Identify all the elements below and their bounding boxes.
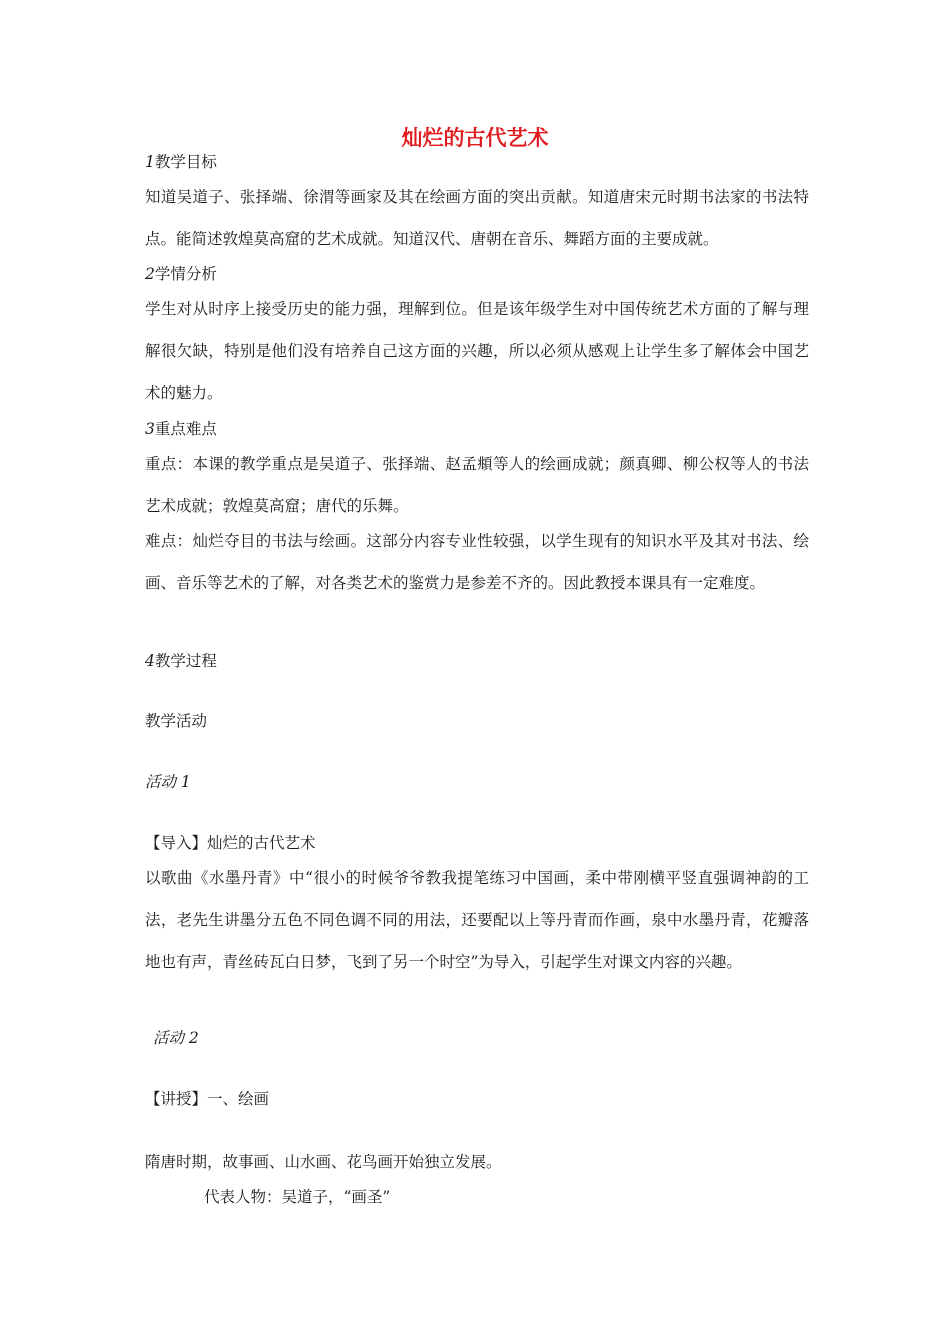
section-number: 2 [145, 265, 155, 283]
paragraph-key-points: 重点：本课的教学重点是吴道子、张择端、赵孟頫等人的绘画成就；颜真卿、柳公权等人的书法艺术成就；敦煌莫高窟；唐代的乐舞。 [145, 455, 809, 515]
section-number: 3 [145, 420, 155, 438]
lecture-heading: 【讲授】一、绘画 [145, 1090, 270, 1108]
paragraph-sui-tang: 隋唐时期，故事画、山水画、花鸟画开始独立发展。 [145, 1153, 502, 1171]
activity-1-label: 活动 1 [145, 773, 191, 791]
section-heading-key-points [145, 418, 815, 440]
section-heading-process [145, 650, 815, 672]
section-heading-goals [145, 151, 815, 173]
representative-figure: 代表人物：吴道子，“画圣” [204, 1188, 391, 1206]
teaching-activity-label: 教学活动 [145, 712, 208, 730]
paragraph-intro: 以歌曲《水墨丹青》中“很小的时候爷爷教我提笔练习中国画，柔中带刚横平竖直强调神韵的工法，老先生讲墨分五色不同色调不同的用法，还要配以上等丹青而作画，泉中水墨丹青，花瓣落地也有声，青丝砖瓦白日梦，飞到了另一个时空”为导入，引起学生对课文内容的兴趣。 [145, 869, 809, 971]
intro-heading: 【导入】灿烂的古代艺术 [145, 834, 316, 852]
section-number: 4 [145, 652, 155, 670]
section-label: 学情分析 [154, 265, 217, 283]
section-label: 教学过程 [154, 652, 217, 670]
section-label: 重点难点 [154, 420, 217, 438]
paragraph-difficulty: 难点：灿烂夺目的书法与绘画。这部分内容专业性较强，以学生现有的知识水平及其对书法、绘画、音乐等艺术的了解，对各类艺术的鉴赏力是参差不齐的。因此教授本课具有一定难度。 [145, 532, 809, 592]
paragraph-analysis: 学生对从时序上接受历史的能力强，理解到位。但是该年级学生对中国传统艺术方面的了解与理解很欠缺，特别是他们没有培养自己这方面的兴趣，所以必须从感观上让学生多了解体会中国艺术的魅力。 [145, 300, 809, 402]
activity-2-label: 活动 2 [153, 1029, 199, 1047]
section-number: 1 [145, 153, 155, 171]
section-heading-analysis [145, 263, 815, 285]
paragraph-goals: 知道吴道子、张择端、徐渭等画家及其在绘画方面的突出贡献。知道唐宋元时期书法家的书法特点。能简述敦煌莫高窟的艺术成就。知道汉代、唐朝在音乐、舞蹈方面的主要成就。 [145, 188, 809, 248]
document-title: 灿烂的古代艺术 [401, 126, 549, 150]
section-label: 教学目标 [154, 153, 217, 171]
